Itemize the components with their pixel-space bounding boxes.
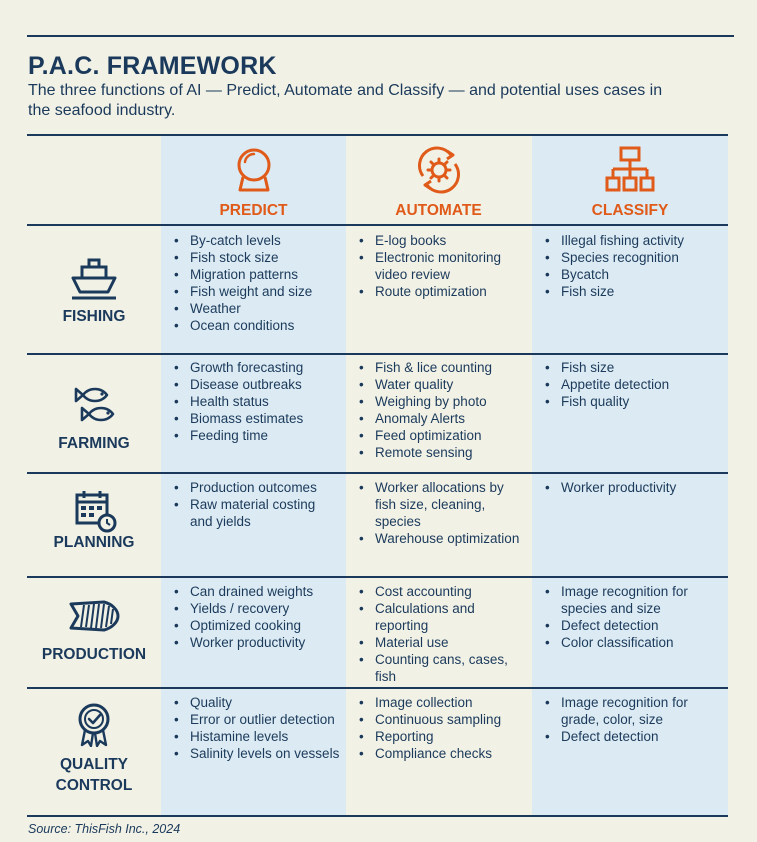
- list-item: • Migration patterns: [171, 266, 341, 283]
- list-item: • Can drained weights: [171, 583, 341, 600]
- list-item: • Compliance checks: [356, 745, 524, 762]
- fish-fillet-icon: [66, 594, 122, 638]
- column-label-predict: PREDICT: [219, 202, 288, 219]
- list-item: • Image recognition for grade, color, size: [542, 694, 722, 728]
- list-item: • Warehouse optimization: [356, 530, 524, 547]
- list-item: • Optimized cooking: [171, 617, 341, 634]
- list-item: • Fish size: [542, 283, 722, 300]
- list-item: • Worker productivity: [542, 479, 722, 496]
- list-item: • Defect detection: [542, 617, 722, 634]
- list-item: • Disease outbreaks: [171, 376, 341, 393]
- page-title: P.A.C. FRAMEWORK: [28, 52, 277, 80]
- row-label-quality-control: QUALITY CONTROL: [55, 756, 133, 794]
- cell-quality-predict: [171, 694, 341, 762]
- list-item: • Anomaly Alerts: [356, 410, 524, 427]
- list-item: • Fish & lice counting: [356, 359, 524, 376]
- cell-quality-classify: [542, 694, 722, 745]
- list-item: • By-catch levels: [171, 232, 341, 249]
- list-item: • Fish weight and size: [171, 283, 341, 300]
- framework-table: [27, 134, 728, 816]
- column-header-predict: [161, 134, 346, 224]
- row-header-farming: [27, 353, 161, 472]
- list-item: • Cost accounting: [356, 583, 524, 600]
- list-item: • Histamine levels: [171, 728, 341, 745]
- column-header-automate: [346, 134, 531, 224]
- list-item: • Continuous sampling: [356, 711, 524, 728]
- list-item: • Growth forecasting: [171, 359, 341, 376]
- cell-farming-classify: [542, 359, 722, 410]
- list-item: • Counting cans, cases, fish: [356, 651, 524, 685]
- cell-farming-predict: [171, 359, 341, 444]
- cell-production-predict: [171, 583, 341, 651]
- list-item: • Route optimization: [356, 283, 524, 300]
- list-item: • Illegal fishing activity: [542, 232, 722, 249]
- cell-production-automate: [356, 583, 524, 685]
- column-label-automate: AUTOMATE: [395, 202, 482, 219]
- list-item: • Raw material costing and yields: [171, 496, 341, 530]
- list-item: • Color classification: [542, 634, 722, 651]
- bottom-rule: [27, 815, 728, 817]
- row-header-quality-control: [27, 687, 161, 816]
- gear-cycle-icon: [414, 146, 464, 194]
- list-item: • Image collection: [356, 694, 524, 711]
- list-item: • Defect detection: [542, 728, 722, 745]
- ship-icon: [69, 257, 119, 301]
- list-item: • Fish size: [542, 359, 722, 376]
- list-item: • Material use: [356, 634, 524, 651]
- list-item: • Quality: [171, 694, 341, 711]
- list-item: • Worker allocations by fish size, cleaning, species: [356, 479, 524, 530]
- list-item: • Fish quality: [542, 393, 722, 410]
- list-item: • Species recognition: [542, 249, 722, 266]
- fish-icon: [69, 383, 119, 427]
- cell-production-classify: [542, 583, 722, 651]
- list-item: • Health status: [171, 393, 341, 410]
- quality-badge-icon: [69, 703, 119, 747]
- row-label-production: PRODUCTION: [41, 646, 147, 663]
- cell-quality-automate: [356, 694, 524, 762]
- list-item: • E-log books: [356, 232, 524, 249]
- calendar-clock-icon: [69, 489, 119, 533]
- list-item: • Calculations and reporting: [356, 600, 524, 634]
- list-item: • Bycatch: [542, 266, 722, 283]
- row-header-production: [27, 576, 161, 687]
- cell-farming-automate: [356, 359, 524, 461]
- list-item: • Yields / recovery: [171, 600, 341, 617]
- page-subtitle: The three functions of AI — Predict, Automate and Classify — and potential uses cases in the seafood industry.: [28, 82, 663, 119]
- column-label-classify: CLASSIFY: [591, 202, 669, 219]
- row-header-planning: [27, 472, 161, 576]
- list-item: • Weather: [171, 300, 341, 317]
- crystal-ball-icon: [229, 146, 279, 194]
- list-item: • Appetite detection: [542, 376, 722, 393]
- cell-planning-predict: [171, 479, 341, 530]
- top-rule: [27, 35, 734, 37]
- list-item: • Image recognition for species and size: [542, 583, 722, 617]
- source-note: Source: ThisFish Inc., 2024: [28, 822, 181, 836]
- cell-fishing-automate: [356, 232, 524, 300]
- cell-planning-classify: [542, 479, 722, 496]
- column-header-classify: [532, 134, 728, 224]
- list-item: • Salinity levels on vessels: [171, 745, 341, 762]
- list-item: • Production outcomes: [171, 479, 341, 496]
- row-label-fishing: FISHING: [62, 308, 126, 325]
- row-label-planning: PLANNING: [53, 534, 135, 551]
- list-item: • Feed optimization: [356, 427, 524, 444]
- row-label-farming: FARMING: [58, 435, 130, 452]
- list-item: • Biomass estimates: [171, 410, 341, 427]
- list-item: • Ocean conditions: [171, 317, 341, 334]
- list-item: • Worker productivity: [171, 634, 341, 651]
- list-item: • Weighing by photo: [356, 393, 524, 410]
- list-item: • Feeding time: [171, 427, 341, 444]
- list-item: • Reporting: [356, 728, 524, 745]
- list-item: • Error or outlier detection: [171, 711, 341, 728]
- list-item: • Electronic monitoring video review: [356, 249, 524, 283]
- cell-fishing-classify: [542, 232, 722, 300]
- hierarchy-icon: [605, 146, 655, 194]
- list-item: • Fish stock size: [171, 249, 341, 266]
- list-item: • Remote sensing: [356, 444, 524, 461]
- list-item: • Water quality: [356, 376, 524, 393]
- row-header-fishing: [27, 224, 161, 353]
- cell-planning-automate: [356, 479, 524, 547]
- cell-fishing-predict: [171, 232, 341, 334]
